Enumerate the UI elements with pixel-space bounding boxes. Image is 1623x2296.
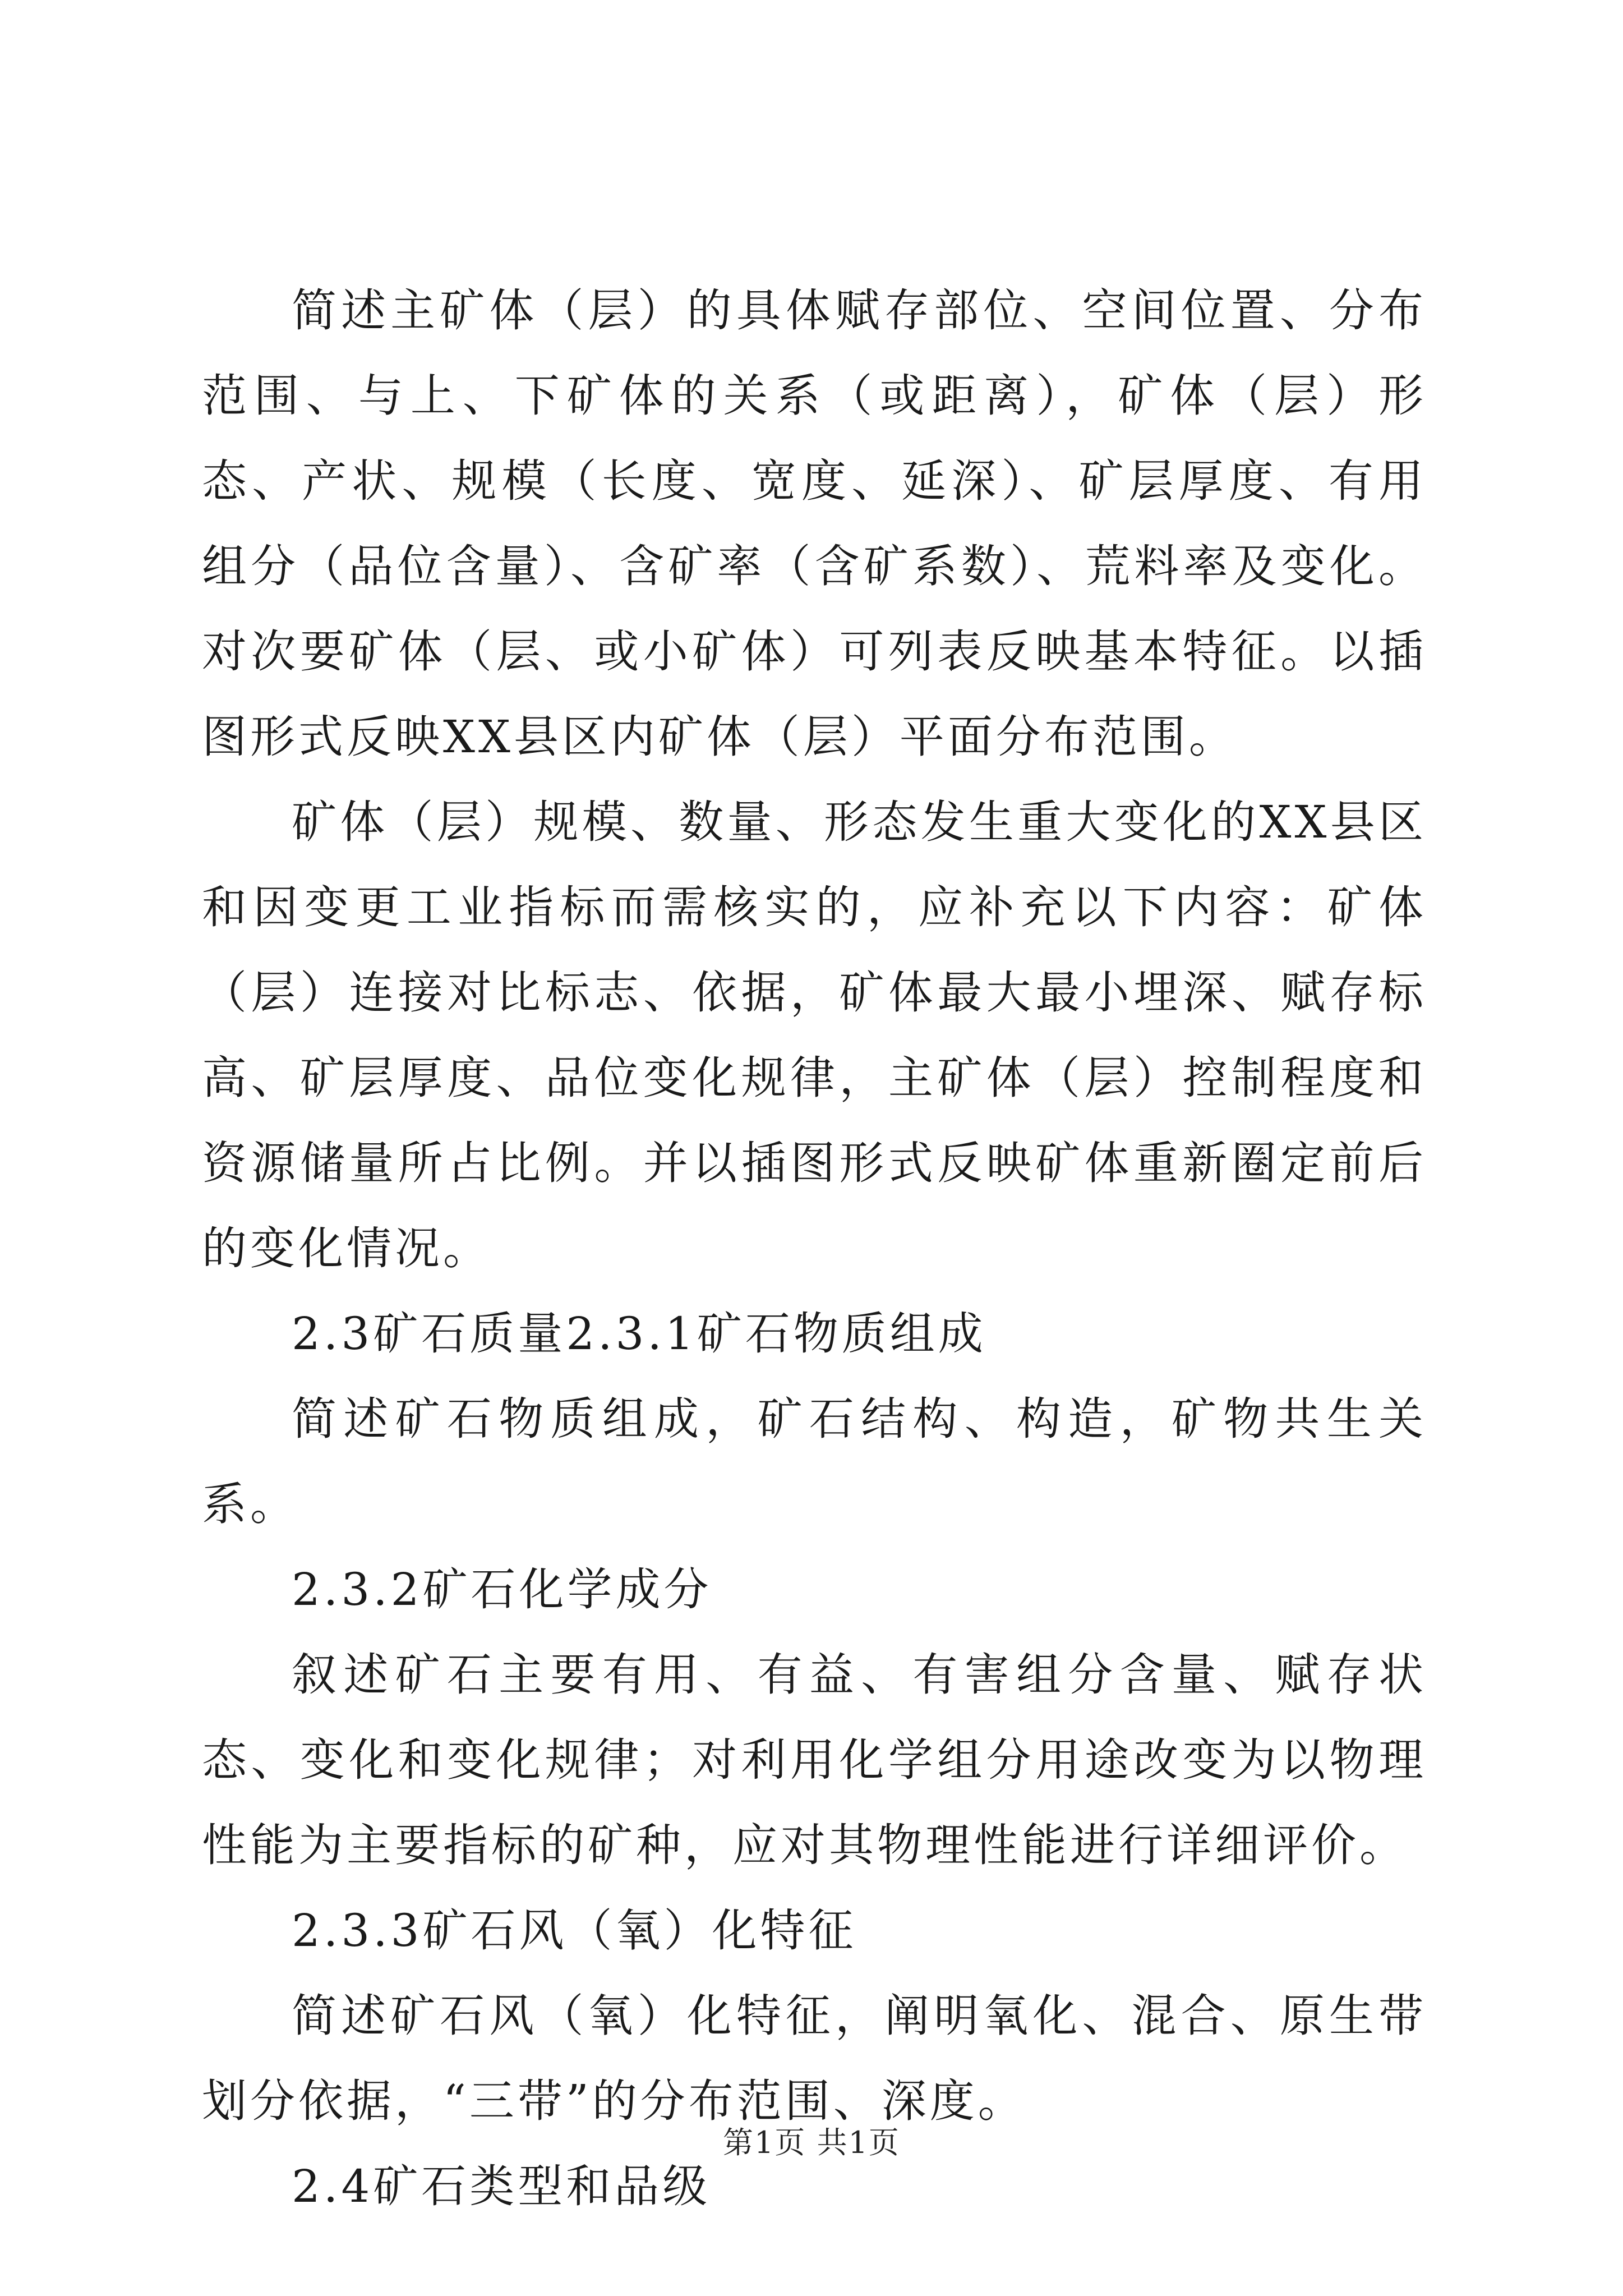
section-heading-weathering: 2.3.3矿石风（氧）化特征 [292,1904,857,1957]
page-footer: 第1页 共1页 [723,2125,900,2160]
paragraph-orebody-change-supplement: 矿体（层）规模、数量、形态发生重大变化的XX县区和因变更工业指标而需核实的，应补充以下内容：矿体（层）连接对比标志、依据，矿体最大最小埋深、赋存标高、矿层厚度、品位变化规律，主矿体（层）控制程度和资源储量所占比例。并以插图形式反映矿体重新圈定前后的变化情况。 [202,796,1427,1274]
paragraph-weathering: 简述矿石风（氧）化特征，阐明氧化、混合、原生带划分依据，“三带”的分布范围、深度。 [202,1990,1427,2127]
document-body [202,268,1427,2229]
paragraph-chemical-composition: 叙述矿石主要有用、有益、有害组分含量、赋存状态、变化和变化规律；对利用化学组分用途改变为以物理性能为主要指标的矿种，应对其物理性能进行详细评价。 [202,1649,1427,1871]
section-heading-ore-quality: 2.3矿石质量2.3.1矿石物质组成 [292,1308,986,1360]
paragraph-orebody-description: 简述主矿体（层）的具体赋存部位、空间位置、分布范围、与上、下矿体的关系（或距离），矿体（层）形态、产状、规模（长度、宽度、延深）、矿层厚度、有用组分（品位含量）、含矿率（含矿系数）、荒料率及变化。对次要矿体（层、或小矿体）可列表反映基本特征。以插图形式反映XX县区内矿体（层）平面分布范围。 [202,284,1427,763]
section-heading-chemical-composition: 2.3.2矿石化学成分 [292,1563,712,1616]
section-heading-ore-types-grades: 2.4矿石类型和品级 [292,2160,711,2212]
paragraph-mineral-composition: 简述矿石物质组成，矿石结构、构造，矿物共生关系。 [202,1393,1427,1530]
